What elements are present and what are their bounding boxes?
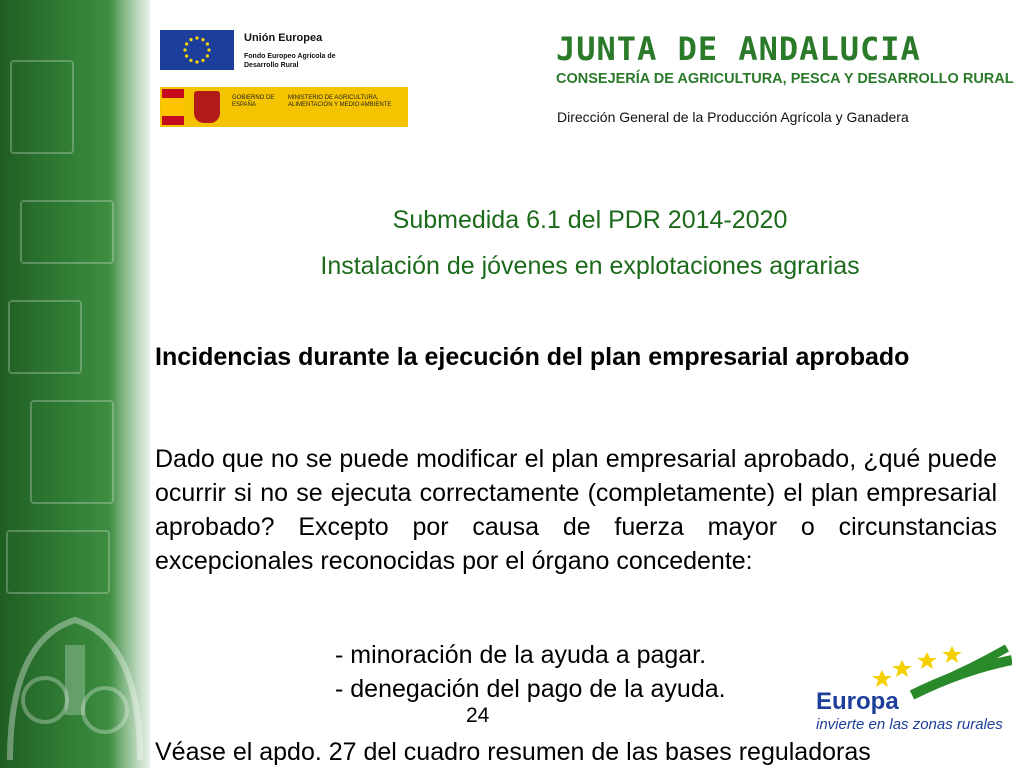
eu-feader-logo bbox=[160, 30, 360, 72]
list-item: - minoración de la ayuda a pagar. bbox=[335, 641, 707, 669]
body-paragraph: Dado que no se puede modificar el plan empresarial aprobado, ¿qué puede ocurrir si no se ejecuta correctamente (completamente) el plan empresarial aprobado? Excepto por causa de fuerza mayor o circunstancias excepcionales reconocidas por el órgano concedente: bbox=[155, 445, 997, 575]
eu-flag-icon bbox=[160, 30, 234, 70]
decorative-side-strip bbox=[0, 0, 150, 768]
spain-ministry-logo bbox=[160, 87, 408, 127]
consejeria-title: CONSEJERÍA DE AGRICULTURA, PESCA Y DESARROLLO RURAL bbox=[556, 71, 1014, 87]
junta-andalucia-title: JUNTA DE ANDALUCIA bbox=[556, 30, 921, 68]
page-number: 24 bbox=[466, 704, 490, 727]
spain-flag-icon bbox=[162, 89, 184, 125]
eu-title: Unión Europea bbox=[244, 32, 323, 44]
europa-word: Europa bbox=[816, 688, 899, 715]
spain-coat-of-arms-icon bbox=[194, 91, 220, 123]
eu-subtitle: Fondo Europeo Agrícola de Desarrollo Rural bbox=[244, 53, 336, 69]
europa-tagline: invierte en las zonas rurales bbox=[816, 716, 1003, 733]
instalacion-subtitle: Instalación de jóvenes en explotaciones agrarias bbox=[320, 252, 860, 280]
consequences-list bbox=[335, 638, 726, 706]
list-item: - denegación del pago de la ayuda. bbox=[335, 675, 726, 703]
section-heading: Incidencias durante la ejecución del plan empresarial aprobado bbox=[155, 343, 910, 371]
spain-ministerio-label: MINISTERIO DE AGRICULTURA, ALIMENTACIÓN Y MEDIO AMBIENTE bbox=[288, 95, 392, 108]
footer-note: Véase el apdo. 27 del cuadro resumen de las bases reguladoras bbox=[155, 738, 871, 766]
direccion-general-label: Dirección General de la Producción Agrícola y Ganadera bbox=[557, 109, 909, 125]
europa-invierte-logo bbox=[812, 640, 1012, 740]
spain-gobierno-label: GOBIERNO DE ESPAÑA bbox=[232, 95, 275, 108]
submedida-title: Submedida 6.1 del PDR 2014-2020 bbox=[392, 206, 788, 234]
